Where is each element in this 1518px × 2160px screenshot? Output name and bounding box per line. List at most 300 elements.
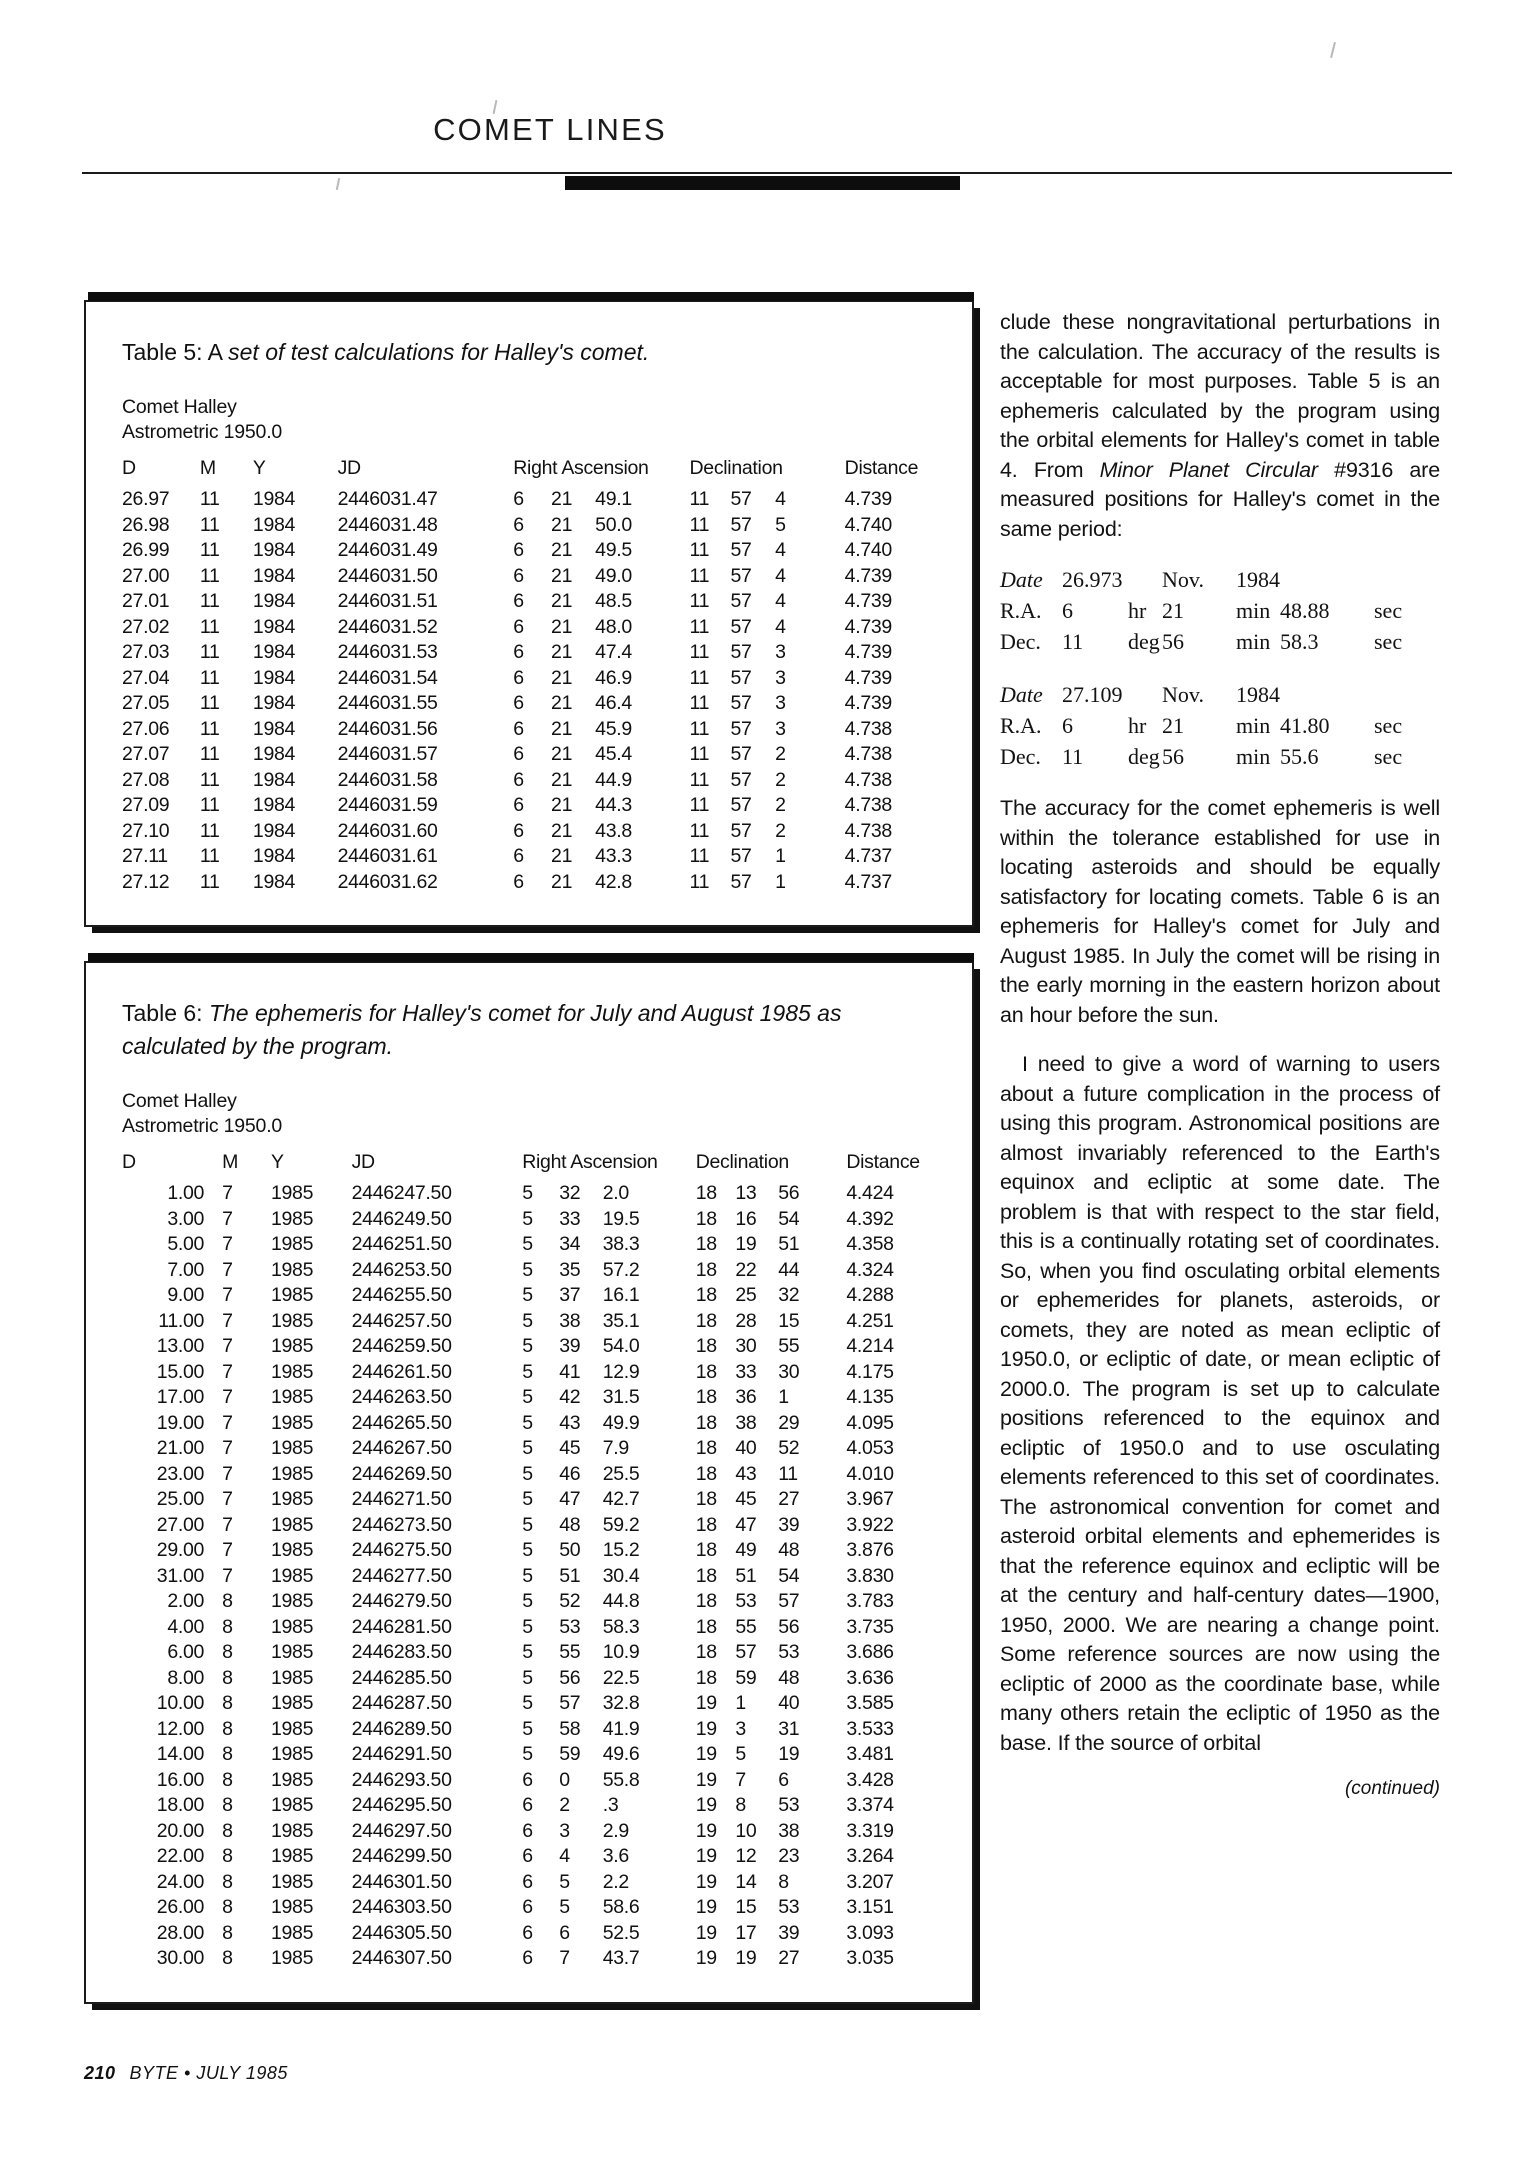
- cell-dec-degrees: 19: [695, 1692, 717, 1714]
- cell-dec-seconds: 2: [775, 743, 786, 765]
- cell-year: 1985: [270, 1335, 314, 1357]
- cell-day: 29.00: [156, 1539, 205, 1561]
- cell-day: 26.00: [156, 1896, 205, 1918]
- cell-dec-degrees: 18: [695, 1462, 717, 1485]
- cell-year: 1985: [270, 1360, 314, 1383]
- cell-dec-degrees: 18: [695, 1284, 717, 1306]
- cell-day: 15.00: [156, 1360, 205, 1383]
- continued-label: (continued): [1344, 1778, 1440, 1799]
- cell-year: 1985: [270, 1743, 314, 1765]
- table-row: [122, 487, 936, 513]
- cell-dec-minutes: 57: [730, 539, 752, 561]
- cell-month: 7: [222, 1360, 233, 1383]
- article-paragraph-3: I need to give a word of warning to users about a future complication in the process of using this program. Astronomical positions are almost invariably referenced to the Earth's equinox and ecliptic at some date. The problem is that with respect to the star field, this is a continually rotating set of coordinates. So, when you find osculating orbital elements or ephemerides for planets, asteroids, or comets, they are noted as mean ecliptic of 1950.0, or ecliptic of date, or mean ecliptic of 2000.0. The program is set up to calculate positions referenced to the equinox and ecliptic of 1950.0 and to use osculating elements referenced to this set of coordinates. The astronomical convention for comet and asteroid orbital elements and ephemerides is that the reference equinox and ecliptic will be at the century and half-century dates—1900, 1950, 2000. We are nearing a change point. Some reference sources are now using the ecliptic of 2000 as the coordinate base, while many others retain the ecliptic of 1950 as the base. If the source of orbital: [1000, 1052, 1440, 1755]
- table-6-header-row: [122, 1149, 936, 1181]
- cell-julian-date: 2446297.50: [351, 1819, 452, 1842]
- cell-year: 1984: [252, 539, 296, 561]
- cell-ra-hours: 5: [522, 1207, 533, 1230]
- cell-ra-hours: 5: [522, 1717, 533, 1740]
- cell-ra-hours: 5: [522, 1666, 533, 1689]
- cell-day: 8.00: [167, 1666, 205, 1689]
- cell-julian-date: 2446281.50: [351, 1615, 452, 1638]
- cell-year: 1985: [270, 1539, 314, 1561]
- cell-ra-seconds: 41.9: [602, 1717, 640, 1740]
- cell-dec-seconds: 4: [775, 615, 786, 638]
- cell-day: 24.00: [156, 1870, 205, 1893]
- cell-distance: 3.686: [846, 1641, 894, 1663]
- table-6-caption: [122, 997, 936, 1063]
- table-6-caption-italic: The ephemeris for Halley's comet for July and August 1985 as calculated by the program.: [122, 1000, 842, 1059]
- cell-ra-seconds: 15.2: [602, 1539, 640, 1561]
- cell-year: 1984: [252, 845, 296, 867]
- cell-day: 27.02: [122, 615, 170, 638]
- cell-ra-seconds: 47.4: [595, 641, 632, 663]
- cell-ra-minutes: 39: [559, 1335, 581, 1357]
- observation-unit-2: 1984: [1236, 682, 1280, 707]
- cell-dec-seconds: 55: [778, 1335, 800, 1357]
- observation-value-1: 11: [1062, 744, 1084, 769]
- observation-unit-1: deg: [1128, 629, 1160, 654]
- cell-month: 8: [222, 1921, 233, 1944]
- observation-value-3: [1280, 564, 1374, 595]
- cell-day: 9.00: [167, 1284, 205, 1306]
- table-5-caption-lead: Table 5: A: [122, 339, 229, 365]
- cell-ra-seconds: 44.8: [602, 1590, 640, 1612]
- observation-value-3: 58.3: [1280, 629, 1319, 654]
- header-rule: [82, 172, 1452, 174]
- cell-julian-date: 2446031.55: [337, 692, 438, 714]
- cell-ra-hours: 6: [513, 692, 524, 714]
- cell-ra-hours: 5: [522, 1309, 533, 1332]
- table-6-col-d: D: [122, 1151, 136, 1173]
- table-6-subhead-line2: Astrometric 1950.0: [122, 1115, 283, 1137]
- cell-dec-seconds: 23: [778, 1845, 800, 1867]
- cell-julian-date: 2446031.59: [337, 794, 438, 816]
- cell-ra-hours: 6: [513, 539, 524, 561]
- cell-distance: 3.207: [846, 1870, 894, 1893]
- cell-ra-minutes: 21: [551, 692, 573, 714]
- cell-ra-hours: 6: [513, 641, 524, 663]
- cell-dec-degrees: 18: [695, 1564, 717, 1587]
- cell-ra-seconds: 58.6: [602, 1896, 640, 1918]
- observation-block-1: [1000, 564, 1440, 657]
- cell-year: 1985: [270, 1411, 314, 1434]
- cell-dec-minutes: 57: [730, 615, 752, 638]
- table-6: [122, 1149, 936, 1972]
- table-row: [122, 1768, 936, 1794]
- cell-dec-seconds: 38: [778, 1819, 800, 1842]
- cell-ra-minutes: 0: [559, 1768, 570, 1791]
- table-5: [122, 455, 936, 895]
- observation-unit-3: sec: [1374, 744, 1403, 769]
- table-row: [122, 1462, 936, 1488]
- cell-ra-minutes: 35: [559, 1258, 581, 1281]
- cell-month: 11: [199, 666, 220, 689]
- table-row: [122, 717, 936, 743]
- cell-ra-seconds: 2.0: [602, 1182, 629, 1204]
- cell-dec-degrees: 18: [695, 1411, 717, 1434]
- cell-ra-minutes: 52: [559, 1590, 581, 1612]
- cell-ra-seconds: 44.3: [595, 794, 632, 816]
- observation-value-1: 26.973: [1062, 567, 1123, 592]
- cell-julian-date: 2446279.50: [351, 1590, 452, 1612]
- cell-dec-minutes: 45: [735, 1488, 757, 1510]
- table-6-col-y: Y: [270, 1151, 284, 1173]
- cell-ra-hours: 6: [513, 513, 524, 536]
- cell-ra-hours: 5: [522, 1462, 533, 1485]
- cell-year: 1985: [270, 1641, 314, 1663]
- table-6-caption-lead: Table 6:: [122, 1000, 209, 1026]
- cell-year: 1985: [270, 1666, 314, 1689]
- cell-ra-minutes: 7: [559, 1947, 570, 1969]
- cell-distance: 4.738: [844, 768, 892, 791]
- cell-month: 8: [222, 1692, 233, 1714]
- cell-ra-hours: 5: [522, 1258, 533, 1281]
- cell-dec-minutes: 19: [735, 1947, 757, 1969]
- cell-ra-seconds: 35.1: [602, 1309, 640, 1332]
- cell-dec-seconds: 4: [775, 564, 786, 587]
- cell-ra-hours: 6: [522, 1947, 533, 1969]
- cell-dec-seconds: 27: [778, 1947, 800, 1969]
- cell-dec-degrees: 18: [695, 1615, 717, 1638]
- observation-row: [1000, 626, 1440, 657]
- cell-dec-seconds: 56: [778, 1182, 800, 1204]
- cell-distance: 4.740: [844, 539, 892, 561]
- cell-dec-seconds: 1: [775, 845, 786, 867]
- cell-day: 6.00: [167, 1641, 205, 1663]
- cell-month: 8: [222, 1794, 233, 1816]
- cell-year: 1985: [270, 1462, 314, 1485]
- cell-ra-minutes: 58: [559, 1717, 581, 1740]
- cell-julian-date: 2446293.50: [351, 1768, 452, 1791]
- cell-dec-seconds: 3: [775, 641, 786, 663]
- cell-day: 16.00: [156, 1768, 205, 1791]
- cell-ra-hours: 5: [522, 1615, 533, 1638]
- cell-month: 7: [222, 1411, 233, 1434]
- cell-dec-seconds: 4: [775, 590, 786, 612]
- cell-distance: 4.288: [846, 1284, 894, 1306]
- cell-day: 3.00: [167, 1207, 205, 1230]
- cell-ra-hours: 6: [522, 1870, 533, 1893]
- cell-dec-minutes: 49: [735, 1539, 757, 1561]
- cell-month: 11: [199, 819, 220, 842]
- cell-dec-seconds: 32: [778, 1284, 800, 1306]
- cell-ra-minutes: 3: [559, 1819, 570, 1842]
- cell-dec-minutes: 5: [735, 1743, 746, 1765]
- cell-year: 1985: [270, 1386, 314, 1408]
- table-6-subhead-line1: Comet Halley: [122, 1090, 237, 1112]
- cell-month: 8: [222, 1870, 233, 1893]
- cell-year: 1984: [252, 615, 296, 638]
- cell-ra-minutes: 56: [559, 1666, 581, 1689]
- cell-dec-minutes: 57: [730, 641, 752, 663]
- cell-dec-degrees: 11: [689, 819, 710, 842]
- cell-day: 7.00: [167, 1258, 205, 1281]
- cell-day: 26.98: [122, 513, 170, 536]
- cell-month: 11: [199, 794, 220, 816]
- cell-ra-hours: 6: [522, 1845, 533, 1867]
- table-row: [122, 1589, 936, 1615]
- observation-unit-2: min: [1236, 598, 1271, 623]
- cell-distance: 3.876: [846, 1539, 894, 1561]
- cell-dec-minutes: 16: [735, 1207, 757, 1230]
- cell-year: 1985: [270, 1845, 314, 1867]
- cell-ra-seconds: 43.3: [595, 845, 632, 867]
- cell-dec-seconds: 48: [778, 1539, 800, 1561]
- cell-ra-minutes: 6: [559, 1921, 570, 1944]
- cell-ra-hours: 5: [522, 1437, 533, 1459]
- cell-dec-seconds: 1: [775, 870, 786, 893]
- cell-dec-minutes: 1: [735, 1692, 746, 1714]
- cell-year: 1985: [270, 1947, 314, 1969]
- cell-julian-date: 2446031.54: [337, 666, 438, 689]
- page-header: [0, 0, 1518, 190]
- observation-value-1: 6: [1062, 598, 1073, 623]
- cell-distance: 4.135: [846, 1386, 894, 1408]
- cell-dec-minutes: 15: [735, 1896, 757, 1918]
- table-6-col-jd: JD: [351, 1151, 375, 1173]
- cell-dec-minutes: 51: [735, 1564, 757, 1587]
- observation-row: [1000, 564, 1440, 595]
- left-column: [84, 300, 974, 2038]
- cell-day: 27.12: [122, 870, 170, 893]
- cell-dec-degrees: 11: [689, 794, 710, 816]
- cell-julian-date: 2446303.50: [351, 1896, 452, 1918]
- table-row: [122, 1513, 936, 1539]
- cell-ra-hours: 5: [522, 1411, 533, 1434]
- cell-ra-hours: 5: [522, 1743, 533, 1765]
- table-row: [122, 1385, 936, 1411]
- cell-dec-seconds: 27: [778, 1488, 800, 1510]
- cell-julian-date: 2446265.50: [351, 1411, 452, 1434]
- table-row: [122, 1232, 936, 1258]
- cell-dec-minutes: 17: [735, 1921, 757, 1944]
- article-para1-part-b: #9316 are measured positions for Halley's comet in the same period:: [1000, 457, 1440, 541]
- table-row: [122, 1411, 936, 1437]
- cell-month: 8: [222, 1896, 233, 1918]
- cell-ra-seconds: 43.8: [595, 819, 632, 842]
- table-5-subhead-line2: Astrometric 1950.0: [122, 421, 283, 443]
- header-black-bar: [565, 176, 960, 190]
- cell-ra-seconds: 2.9: [602, 1819, 629, 1842]
- cell-dec-minutes: 33: [735, 1360, 757, 1383]
- table-row: [122, 742, 936, 768]
- cell-ra-seconds: 46.4: [595, 692, 632, 714]
- cell-dec-seconds: 4: [775, 488, 786, 510]
- article-para1-part-a: clude these nongravitational perturbations in the calculation. The accuracy of the results is acceptable for most purposes. Table 5 is an ephemeris calculated by the program using the orbital elements for Halley's comet in table 4. From: [1000, 310, 1440, 482]
- cell-ra-seconds: 32.8: [602, 1692, 640, 1714]
- cell-year: 1985: [270, 1896, 314, 1918]
- table-row: [122, 564, 936, 590]
- cell-year: 1984: [252, 819, 296, 842]
- observation-value-1: 27.109: [1062, 682, 1123, 707]
- cell-dec-minutes: 25: [735, 1284, 757, 1306]
- cell-day: 2.00: [167, 1590, 205, 1612]
- cell-dec-seconds: 11: [778, 1462, 798, 1485]
- cell-day: 27.08: [122, 768, 170, 791]
- cell-ra-seconds: 42.8: [595, 870, 632, 893]
- cell-julian-date: 2446289.50: [351, 1717, 452, 1740]
- cell-year: 1985: [270, 1717, 314, 1740]
- cell-dec-degrees: 18: [695, 1309, 717, 1332]
- cell-ra-minutes: 4: [559, 1845, 570, 1867]
- table-row: [122, 1615, 936, 1641]
- cell-month: 7: [222, 1182, 233, 1204]
- cell-dec-minutes: 57: [730, 590, 752, 612]
- cell-ra-seconds: 49.1: [595, 488, 632, 510]
- cell-julian-date: 2446031.53: [337, 641, 438, 663]
- cell-dec-seconds: 39: [778, 1513, 800, 1536]
- table-5-col-jd: JD: [337, 457, 361, 479]
- cell-ra-minutes: 5: [559, 1896, 570, 1918]
- cell-year: 1985: [270, 1437, 314, 1459]
- cell-distance: 4.739: [844, 590, 892, 612]
- cell-ra-hours: 6: [513, 743, 524, 765]
- cell-ra-hours: 6: [513, 564, 524, 587]
- cell-year: 1985: [270, 1768, 314, 1791]
- observation-value-2: 21: [1162, 713, 1184, 738]
- observation-label: Dec.: [1000, 629, 1041, 654]
- cell-dec-seconds: 53: [778, 1896, 800, 1918]
- observation-row: [1000, 741, 1440, 772]
- cell-ra-hours: 6: [513, 870, 524, 893]
- cell-ra-minutes: 57: [559, 1692, 581, 1714]
- cell-dec-degrees: 18: [695, 1386, 717, 1408]
- cell-month: 11: [199, 488, 220, 510]
- cell-day: 27.00: [156, 1513, 205, 1536]
- cell-dec-degrees: 11: [689, 845, 710, 867]
- cell-julian-date: 2446271.50: [351, 1488, 452, 1510]
- cell-julian-date: 2446259.50: [351, 1335, 452, 1357]
- table-row: [122, 513, 936, 539]
- cell-day: 27.10: [122, 819, 170, 842]
- cell-distance: 4.738: [844, 819, 892, 842]
- observation-value-2: 21: [1162, 598, 1184, 623]
- cell-dec-minutes: 57: [730, 692, 752, 714]
- table-5-col-right-ascension: Right Ascension: [513, 457, 649, 479]
- table-row: [122, 1334, 936, 1360]
- cell-ra-minutes: 51: [559, 1564, 581, 1587]
- minor-planet-circular-citation: Minor Planet Circular: [1099, 457, 1318, 482]
- cell-year: 1984: [252, 870, 296, 893]
- table-5-header-row: [122, 455, 936, 487]
- observation-unit-2: min: [1236, 713, 1271, 738]
- cell-ra-seconds: 59.2: [602, 1513, 640, 1536]
- cell-dec-seconds: 6: [778, 1768, 789, 1791]
- cell-month: 7: [222, 1513, 233, 1536]
- cell-year: 1984: [252, 641, 296, 663]
- table-row: [122, 768, 936, 794]
- cell-distance: 3.319: [846, 1819, 894, 1842]
- cell-dec-minutes: 57: [730, 564, 752, 587]
- cell-dec-minutes: 22: [735, 1258, 757, 1281]
- cell-ra-minutes: 21: [551, 666, 573, 689]
- observation-label: R.A.: [1000, 713, 1042, 738]
- cell-dec-degrees: 18: [695, 1666, 717, 1689]
- cell-month: 7: [222, 1335, 233, 1357]
- cell-ra-hours: 6: [513, 488, 524, 510]
- cell-distance: 3.636: [846, 1666, 894, 1689]
- cell-month: 8: [222, 1845, 233, 1867]
- cell-dec-seconds: 15: [778, 1309, 800, 1332]
- cell-year: 1985: [270, 1564, 314, 1587]
- cell-dec-minutes: 57: [730, 870, 752, 893]
- cell-day: 1.00: [167, 1182, 205, 1204]
- cell-julian-date: 2446257.50: [351, 1309, 452, 1332]
- observation-unit-3: sec: [1374, 713, 1403, 738]
- observation-value-3: 41.80: [1280, 713, 1330, 738]
- cell-ra-minutes: 45: [559, 1437, 581, 1459]
- cell-ra-minutes: 53: [559, 1615, 581, 1638]
- cell-ra-seconds: 42.7: [602, 1488, 640, 1510]
- cell-year: 1985: [270, 1794, 314, 1816]
- cell-ra-minutes: 21: [551, 743, 573, 765]
- table-5-col-declination: Declination: [689, 457, 783, 479]
- cell-month: 8: [222, 1743, 233, 1765]
- cell-month: 8: [222, 1590, 233, 1612]
- cell-julian-date: 2446277.50: [351, 1564, 452, 1587]
- cell-ra-minutes: 47: [559, 1488, 581, 1510]
- cell-ra-minutes: 21: [551, 717, 573, 740]
- cell-dec-degrees: 11: [689, 743, 710, 765]
- cell-distance: 3.735: [846, 1615, 894, 1638]
- observation-unit-3: sec: [1374, 629, 1403, 654]
- cell-ra-hours: 5: [522, 1692, 533, 1714]
- cell-dec-degrees: 18: [695, 1233, 717, 1255]
- cell-year: 1984: [252, 692, 296, 714]
- cell-distance: 4.739: [844, 641, 892, 663]
- cell-month: 11: [199, 717, 220, 740]
- cell-dec-degrees: 18: [695, 1335, 717, 1357]
- cell-ra-hours: 5: [522, 1284, 533, 1306]
- cell-ra-hours: 5: [522, 1233, 533, 1255]
- cell-ra-hours: 6: [513, 666, 524, 689]
- cell-dec-seconds: 3: [775, 692, 786, 714]
- cell-dec-seconds: 19: [778, 1743, 800, 1765]
- right-column: [1000, 308, 1440, 1800]
- observation-unit-1: deg: [1128, 744, 1160, 769]
- cell-day: 12.00: [156, 1717, 205, 1740]
- cell-dec-degrees: 11: [689, 768, 710, 791]
- table-5-subhead: [122, 395, 936, 445]
- cell-distance: 3.093: [846, 1921, 894, 1944]
- cell-ra-seconds: 58.3: [602, 1615, 640, 1638]
- cell-ra-hours: 5: [522, 1539, 533, 1561]
- cell-dec-minutes: 57: [730, 794, 752, 816]
- cell-year: 1985: [270, 1615, 314, 1638]
- cell-julian-date: 2446285.50: [351, 1666, 452, 1689]
- observation-block-2: [1000, 679, 1440, 772]
- cell-ra-minutes: 59: [559, 1743, 581, 1765]
- cell-dec-minutes: 57: [730, 768, 752, 791]
- cell-ra-hours: 5: [522, 1335, 533, 1357]
- cell-ra-seconds: 45.4: [595, 743, 632, 765]
- cell-dec-degrees: 18: [695, 1539, 717, 1561]
- cell-julian-date: 2446251.50: [351, 1233, 452, 1255]
- table-5-caption: [122, 336, 936, 369]
- cell-dec-seconds: 57: [778, 1590, 800, 1612]
- cell-year: 1985: [270, 1488, 314, 1510]
- table-row: [122, 640, 936, 666]
- cell-month: 7: [222, 1539, 233, 1561]
- cell-julian-date: 2446273.50: [351, 1513, 452, 1536]
- cell-day: 21.00: [156, 1437, 205, 1459]
- cell-ra-seconds: 49.9: [602, 1411, 640, 1434]
- table-5-caption-italic: set of test calculations for Halley's comet.: [228, 339, 650, 365]
- cell-ra-minutes: 42: [559, 1386, 581, 1408]
- observation-value-1: 6: [1062, 713, 1073, 738]
- cell-ra-minutes: 21: [551, 845, 573, 867]
